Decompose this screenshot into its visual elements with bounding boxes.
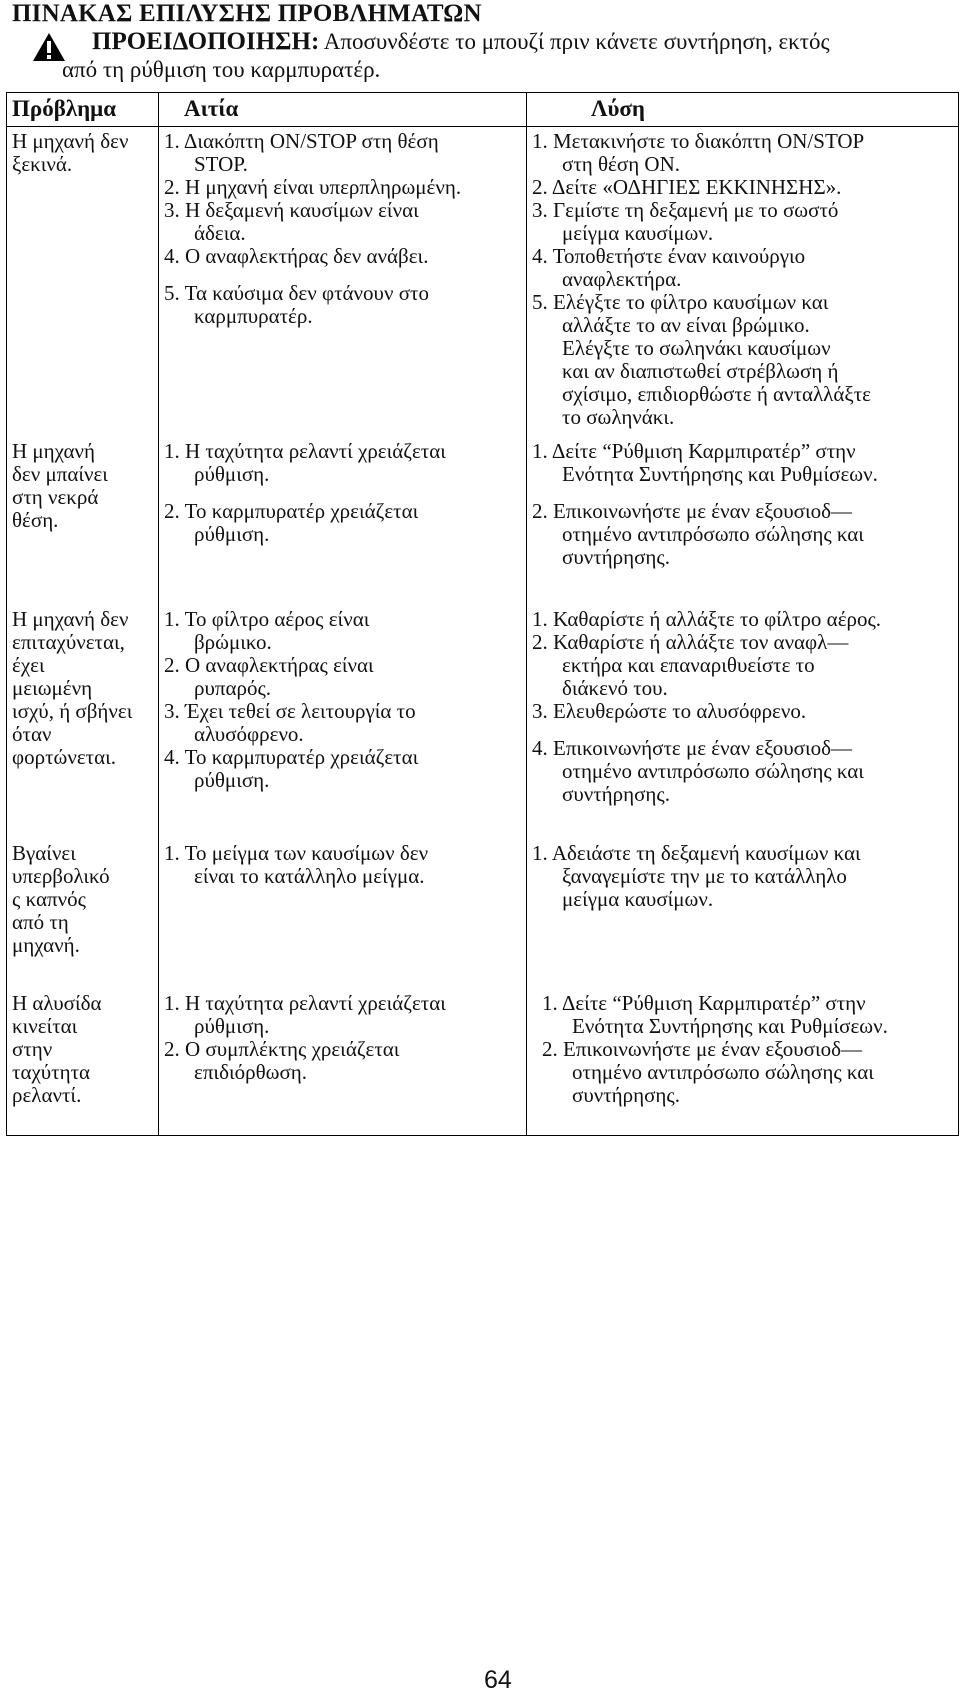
text-line: μειωμένη	[12, 676, 93, 700]
table-row-5-problem	[12, 992, 102, 1107]
text-line: Η αλυσίδα	[12, 991, 102, 1015]
text-line: ρύθμιση.	[194, 462, 270, 486]
text-line: 5. Τα καύσιμα δεν φτάνουν στο	[164, 281, 429, 305]
page-title: ΠΙΝΑΚΑΣ ΕΠΙΛΥΣΗΣ ΠΡΟΒΛΗΜΑΤΩΝ	[12, 0, 482, 27]
text-line: είναι το κατάλληλο μείγμα.	[194, 864, 425, 888]
table-row-5-solution	[542, 992, 888, 1107]
text-line: συντήρησης.	[562, 782, 670, 806]
text-line: κινείται	[12, 1014, 78, 1038]
text-line: Ενότητα Συντήρησης και Ρυθμίσεων.	[562, 462, 878, 486]
text-line: καρμπυρατέρ.	[194, 304, 313, 328]
text-line: 1. Το φίλτρο αέρος είναι	[164, 607, 370, 631]
text-line: ρύθμιση.	[194, 768, 270, 792]
text-line: συντήρησης.	[562, 545, 670, 569]
text-line: ισχύ, ή σβήνει	[12, 699, 133, 723]
text-line: θέση.	[12, 508, 59, 532]
text-line: 1. Αδειάστε τη δεξαμενή καυσίμων και	[532, 841, 861, 865]
warning-text-1: Αποσυνδέστε το μπουζί πριν κάνετε συντήρηση, εκτός	[319, 29, 830, 54]
table-row-5-cause	[164, 992, 446, 1084]
text-line: άδεια.	[194, 221, 246, 245]
table-row-1-cause	[164, 130, 461, 328]
table-row-2-solution	[532, 440, 878, 569]
text-line: 2. Καθαρίστε ή αλλάξτε τον αναφλ—	[532, 630, 849, 654]
header-divider	[6, 126, 959, 127]
header-cause: Αιτία	[184, 96, 239, 121]
text-line: όταν	[12, 722, 52, 746]
text-line: 1. Δείτε “Ρύθμιση Καρμπιρατέρ” στην	[532, 439, 856, 463]
warning-text-2: από τη ρύθμιση του καρμπυρατέρ.	[62, 57, 381, 82]
text-line: 3. Ελευθερώστε το αλυσόφρενο.	[532, 699, 807, 723]
text-line: βρώμικο.	[194, 630, 272, 654]
text-line: οτημένο αντιπρόσωπο σώλησης και	[562, 522, 864, 546]
text-line: αλυσόφρενο.	[194, 722, 304, 746]
column-divider-2	[526, 92, 527, 1136]
table-border-top	[6, 92, 959, 93]
text-line: στην	[12, 1037, 53, 1061]
text-line: οτημένο αντιπρόσωπο σώλησης και	[572, 1060, 874, 1084]
text-line: έχει	[12, 653, 45, 677]
text-line: 2. Ο συμπλέκτης χρειάζεται	[164, 1037, 400, 1061]
warning-line-1	[92, 28, 830, 55]
table-row-3-problem	[12, 608, 132, 769]
text-line: οτημένο αντιπρόσωπο σώλησης και	[562, 759, 864, 783]
text-line: 4. Τοποθετήστε έναν καινούργιο	[532, 244, 806, 268]
text-line: 5. Ελέγξτε το φίλτρο καυσίμων και	[532, 290, 829, 314]
text-line: συντήρησης.	[572, 1083, 680, 1107]
text-line: υπερβολικό	[12, 864, 110, 888]
table-row-3-solution	[532, 608, 881, 806]
text-line: αναφλεκτήρα.	[562, 267, 682, 291]
text-line: 1. Δείτε “Ρύθμιση Καρμπιρατέρ” στην	[542, 991, 866, 1015]
troubleshooting-table	[6, 92, 960, 1136]
page-number: 64	[484, 1666, 512, 1694]
table-border-right	[958, 92, 959, 1136]
text-line: διάκενό του.	[562, 676, 668, 700]
text-line: 2. Επικοινωνήστε με έναν εξουσιοδ—	[532, 499, 853, 523]
text-line: ς καπνός	[12, 887, 86, 911]
header-problem: Πρόβλημα	[12, 96, 117, 121]
text-line: 1. Μετακινήστε το διακόπτη ON/STOP	[532, 129, 865, 153]
spacer	[164, 486, 446, 500]
text-line: 2. Δείτε «ΟΔΗΓΙΕΣ ΕΚΚΙΝΗΣΗΣ».	[532, 175, 842, 199]
text-line: ρύθμιση.	[194, 1014, 270, 1038]
column-divider-1	[158, 92, 159, 1136]
spacer	[164, 268, 461, 282]
text-line: 2. Η μηχανή είναι υπερπληρωμένη.	[164, 175, 462, 199]
text-line: από τη	[12, 910, 69, 934]
text-line: 1. Καθαρίστε ή αλλάξτε το φίλτρο αέρος.	[532, 607, 882, 631]
table-row-4-solution	[532, 842, 861, 911]
text-line: αλλάξτε το αν είναι βρώμικο.	[562, 313, 810, 337]
text-line: Η μηχανή	[12, 439, 95, 463]
text-line: επιδιόρθωση.	[194, 1060, 308, 1084]
text-line: ρυπαρός.	[194, 676, 272, 700]
text-line: μηχανή.	[12, 933, 80, 957]
table-border-bottom	[6, 1135, 959, 1136]
text-line: και αν διαπιστωθεί στρέβλωση ή	[562, 359, 839, 383]
text-line: ρύθμιση.	[194, 522, 270, 546]
text-line: 2. Επικοινωνήστε με έναν εξουσιοδ—	[542, 1037, 863, 1061]
table-row-2-problem	[12, 440, 108, 532]
text-line: επιταχύνεται,	[12, 630, 125, 654]
text-line: 2. Το καρμπυρατέρ χρειάζεται	[164, 499, 419, 523]
text-line: σχίσιμο, επιδιορθώστε ή ανταλλάξτε	[562, 382, 871, 406]
text-line: φορτώνεται.	[12, 745, 117, 769]
text-line: 3. Γεμίστε τη δεξαμενή με το σωστό	[532, 198, 839, 222]
text-line: 4. Ο αναφλεκτήρας δεν ανάβει.	[164, 244, 429, 268]
table-border-left	[6, 92, 7, 1136]
spacer	[532, 723, 881, 737]
table-row-4-problem	[12, 842, 110, 957]
text-line: 1. Το μείγμα των καυσίμων δεν	[164, 841, 429, 865]
table-row-3-cause	[164, 608, 418, 792]
text-line: 1. Η ταχύτητα ρελαντί χρειάζεται	[164, 991, 446, 1015]
text-line: 1. Η ταχύτητα ρελαντί χρειάζεται	[164, 439, 446, 463]
text-line: ταχύτητα	[12, 1060, 91, 1084]
table-row-1-problem	[12, 130, 128, 176]
text-line: στη νεκρά	[12, 485, 99, 509]
text-line: 2. Ο αναφλεκτήρας είναι	[164, 653, 374, 677]
warning-label: ΠΡΟΕΙΔΟΠΟΙΗΣΗ:	[92, 28, 320, 55]
text-line: Η μηχανή δεν	[12, 607, 129, 631]
text-line: 3. Έχει τεθεί σε λειτουργία το	[164, 699, 416, 723]
text-line: ρελαντί.	[12, 1083, 82, 1107]
text-line: Ελέγξτε το σωληνάκι καυσίμων	[562, 336, 831, 360]
table-row-2-cause	[164, 440, 446, 546]
spacer	[532, 486, 878, 500]
table-row-1-solution	[532, 130, 871, 429]
text-line: εκτήρα και επαναριθυείστε το	[562, 653, 815, 677]
table-row-4-cause	[164, 842, 428, 888]
text-line: μείγμα καυσίμων.	[562, 221, 714, 245]
text-line: 4. Το καρμπυρατέρ χρειάζεται	[164, 745, 419, 769]
text-line: δεν μπαίνει	[12, 462, 108, 486]
text-line: στη θέση ON.	[562, 152, 681, 176]
text-line: Ενότητα Συντήρησης και Ρυθμίσεων.	[572, 1014, 888, 1038]
text-line: το σωληνάκι.	[562, 405, 675, 429]
text-line: 4. Επικοινωνήστε με έναν εξουσιοδ—	[532, 736, 853, 760]
text-line: 1. Διακόπτη ON/STOP στη θέση	[164, 129, 439, 153]
text-line: ξαναγεμίστε την με το κατάλληλο	[562, 864, 847, 888]
text-line: 3. Η δεξαμενή καυσίμων είναι	[164, 198, 419, 222]
warning-exclamation-icon	[32, 32, 66, 62]
text-line: μείγμα καυσίμων.	[562, 887, 714, 911]
text-line: Βγαίνει	[12, 841, 76, 865]
text-line: ξεκινά.	[12, 152, 73, 176]
text-line: Η μηχανή δεν	[12, 129, 129, 153]
text-line: STOP.	[194, 152, 248, 176]
header-solution: Λύση	[591, 96, 645, 121]
